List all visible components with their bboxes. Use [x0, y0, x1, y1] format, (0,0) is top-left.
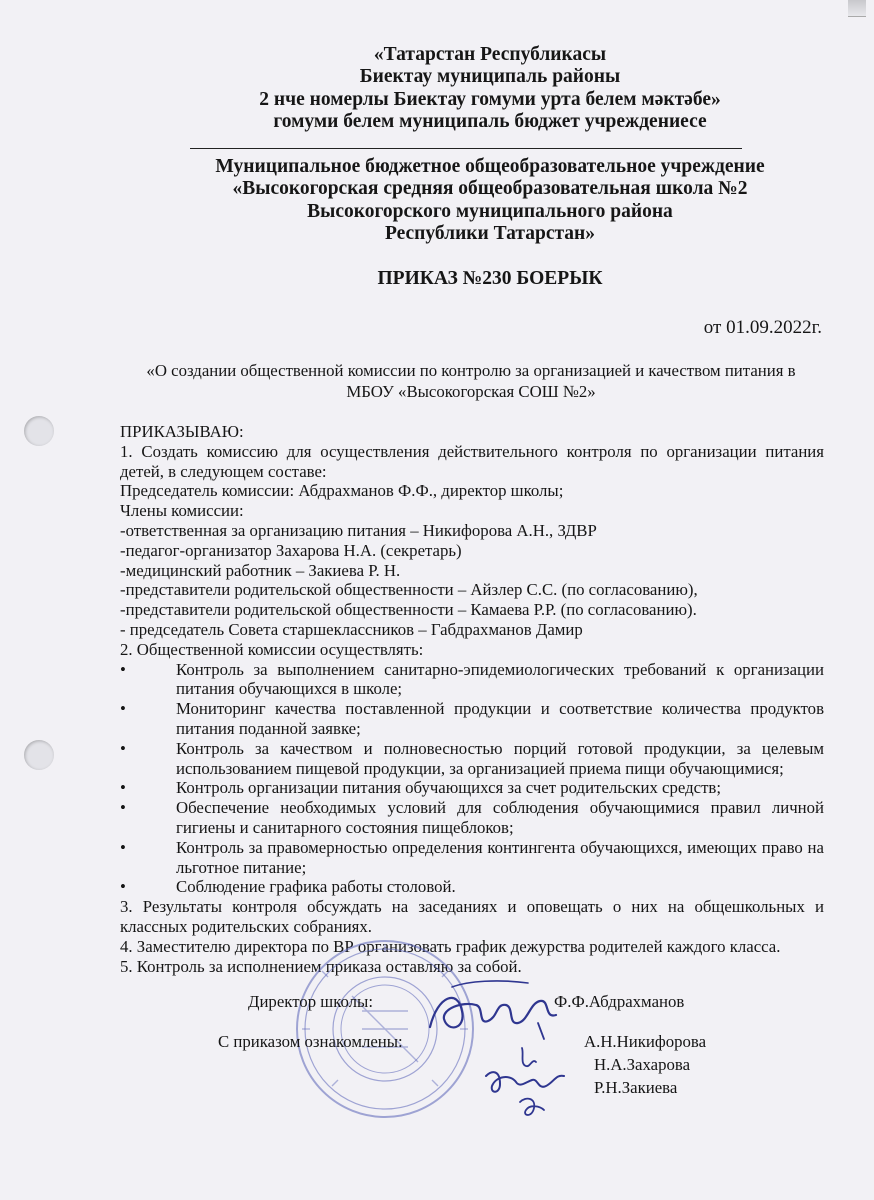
- members-label: Члены комиссии:: [120, 501, 244, 521]
- bullet-text: Контроль за выполнением санитарно-эпидемиологических требований к организации питания обучающихся в школе;: [176, 659, 824, 699]
- duty-bullet: [120, 877, 824, 897]
- director-name: Ф.Ф.Абдрахманов: [554, 992, 685, 1011]
- bullet-marker: •: [120, 837, 126, 857]
- order-item-5: 5. Контроль за исполнением приказа оставляю за собой.: [120, 956, 522, 976]
- duty-bullet: [120, 838, 824, 878]
- director-label: Директор школы:: [248, 992, 373, 1011]
- member-line: -педагог-организатор Захарова Н.А. (секретарь): [120, 540, 462, 560]
- letterhead-russian-line: Муниципальное бюджетное общеобразовательное учреждение: [215, 156, 765, 177]
- order-word: ПРИКАЗЫВАЮ:: [120, 422, 244, 441]
- order-item-1: 1. Создать комиссию для осуществления действительного контроля по организации питания детей, в следующем составе:: [120, 441, 824, 481]
- order-item-3: 3. Результаты контроля обсуждать на заседаниях и оповещать о них на общешкольных и классных родительских собраниях.: [120, 897, 824, 936]
- member-line: -ответственная за организацию питания – Никифорова А.Н., ЗДВР: [120, 520, 597, 540]
- order-item-2: 2. Общественной комиссии осуществлять:: [120, 639, 424, 659]
- punch-hole-top: [24, 416, 54, 446]
- bullet-text: Мониторинг качества поставленной продукции и соответствие количества продуктов питания поданной заявке;: [176, 699, 824, 738]
- acquainted-name: Н.А.Захарова: [594, 1055, 691, 1074]
- commission-chair: Председатель комиссии: Абдрахманов Ф.Ф., директор школы;: [120, 481, 564, 501]
- paper-clip: [848, 0, 866, 17]
- letterhead-divider: [190, 148, 742, 149]
- member-line: -представители родительской общественности – Айзлер С.С. (по согласованию),: [120, 580, 698, 600]
- acquainted-name: А.Н.Никифорова: [584, 1032, 707, 1051]
- letterhead-tatar-line: Биектау муниципаль районы: [359, 66, 621, 88]
- director-signature: [418, 975, 568, 1045]
- bullet-marker: •: [120, 778, 126, 798]
- bullet-marker: •: [120, 798, 126, 818]
- duty-bullet: [120, 739, 824, 779]
- staff-signatures: [470, 1040, 580, 1130]
- member-line: - председатель Совета старшеклассников – Габдрахманов Дамир: [120, 619, 583, 639]
- bullet-marker: •: [120, 738, 126, 758]
- order-item-4: 4. Заместителю директора по ВР организовать график дежурства родителей каждого класса.: [120, 936, 781, 956]
- acquainted-name: Р.Н.Закиева: [594, 1078, 678, 1097]
- letterhead-tatar-line: 2 нче номерлы Биектау гомуми урта белем мәктәбе»: [259, 88, 721, 110]
- bullet-marker: •: [120, 659, 126, 679]
- bullet-text: Соблюдение графика работы столовой.: [176, 877, 456, 897]
- duty-bullet: [120, 778, 824, 798]
- bullet-text: Контроль организации питания обучающихся за счет родительских средств;: [176, 778, 722, 798]
- bullet-text: Контроль за качеством и полновесностью порций готовой продукции, за целевым использованием пищевой продукции, за организацией приема пищи обучающимися;: [176, 738, 824, 778]
- letterhead-tatar-line: гомуми белем муниципаль бюджет учреждениесе: [273, 111, 707, 133]
- order-subject-line: «О создании общественной комиссии по контролю за организацией и качеством питания в: [146, 361, 796, 380]
- duty-bullet: [120, 660, 824, 700]
- order-subject: [118, 361, 824, 402]
- bullet-marker: •: [120, 877, 126, 897]
- acquainted-label: С приказом ознакомлены:: [218, 1032, 403, 1051]
- bullet-text: Обеспечение необходимых условий для соблюдения обучающимися правил личной гигиены и санитарного состояния пищеблоков;: [176, 798, 824, 837]
- duty-bullet: [120, 798, 824, 838]
- bullet-marker: •: [120, 699, 126, 719]
- member-line: -медицинский работник – Закиева Р. Н.: [120, 560, 401, 580]
- order-subject-line: МБОУ «Высокогорская СОШ №2»: [346, 381, 596, 401]
- order-title: ПРИКАЗ №230 БОЕРЫК: [377, 268, 603, 289]
- letterhead-tatar-line: «Татарстан Республикасы: [373, 44, 607, 65]
- letterhead-russian-line: «Высокогорская средняя общеобразовательная школа №2: [232, 178, 748, 200]
- punch-hole-bottom: [24, 740, 54, 770]
- duty-bullet: [120, 699, 824, 739]
- order-date: от 01.09.2022г.: [703, 317, 822, 338]
- order-body: [120, 422, 824, 976]
- bullet-text: Контроль за правомерностью определения контингента обучающихся, имеющих право на льготное питание;: [176, 837, 824, 877]
- member-line: -представители родительской общественности – Камаева Р.Р. (по согласованию).: [120, 600, 697, 620]
- letterhead-tatar: [150, 44, 830, 134]
- letterhead-russian: [150, 156, 830, 246]
- letterhead-russian-line: Высокогорского муниципального района: [307, 200, 673, 222]
- letterhead-russian-line: Республики Татарстан»: [384, 223, 596, 245]
